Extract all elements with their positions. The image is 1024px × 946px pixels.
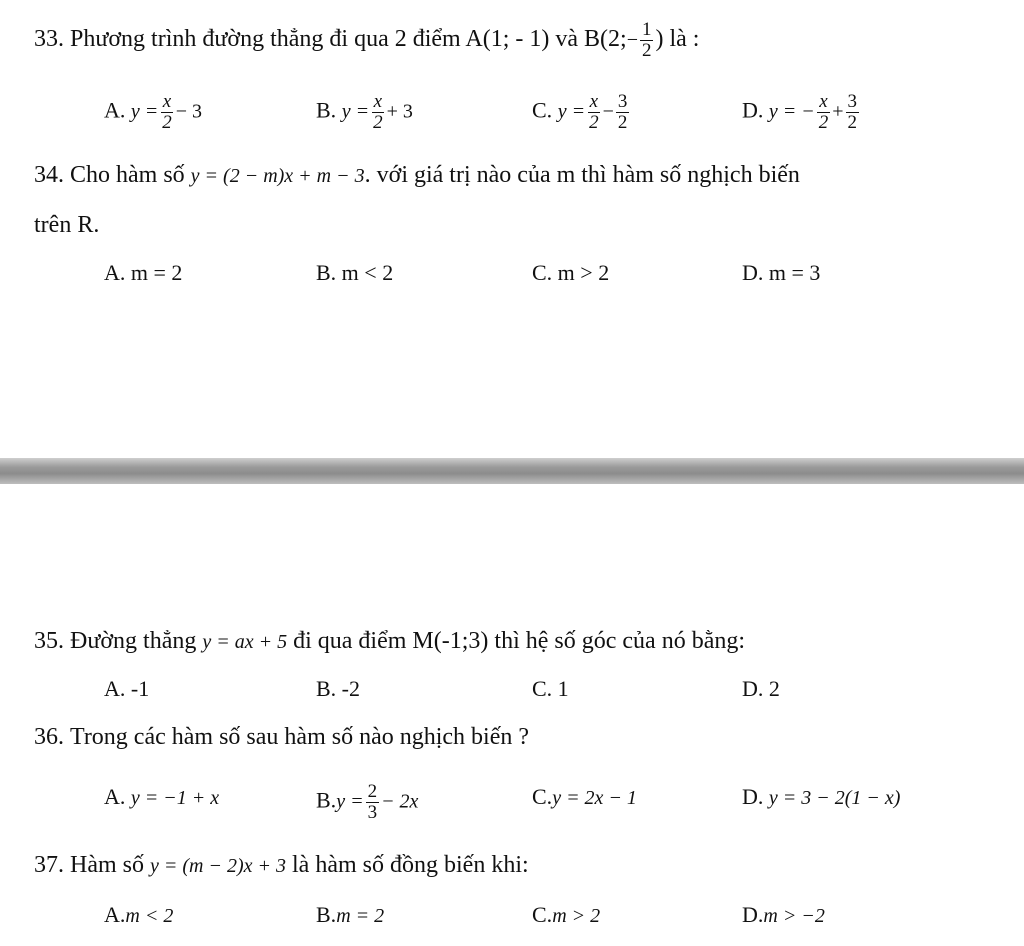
question-34-stem xyxy=(34,160,800,191)
question-34-number: 34. xyxy=(34,162,64,188)
option-label: A. xyxy=(104,784,126,809)
q35-option-b[interactable]: B. -2 xyxy=(316,676,360,701)
fraction-numerator: x xyxy=(162,91,172,112)
option-fraction xyxy=(817,92,831,133)
option-math: m < 2 xyxy=(125,905,174,927)
question-33-fraction xyxy=(640,20,654,61)
document-page-bottom xyxy=(0,484,1024,946)
document-page-top xyxy=(0,0,1024,458)
question-35-number: 35. xyxy=(34,628,64,654)
option-math: m = 2 xyxy=(336,905,385,927)
q34-option-c[interactable]: C. m > 2 xyxy=(532,260,610,285)
question-34-stem-line2: trên R. xyxy=(34,212,100,238)
option-math-tail: − 2x xyxy=(381,790,419,813)
q36-option-c[interactable] xyxy=(532,782,637,813)
q33-option-d[interactable] xyxy=(742,92,861,133)
option-math-tail: − 3 xyxy=(175,100,203,123)
question-37-stem xyxy=(34,850,529,881)
fraction-denominator: 2 xyxy=(589,112,599,133)
option-fraction xyxy=(371,92,385,133)
q37-option-d[interactable] xyxy=(742,900,825,931)
fraction-denominator: 2 xyxy=(818,112,829,133)
option-label: C. xyxy=(532,97,553,123)
option-math: y = xyxy=(336,790,364,813)
option-label: B. xyxy=(316,97,337,123)
option-math: y = 3 − 2(1 − x) xyxy=(768,787,901,809)
option-label: D. xyxy=(742,784,764,809)
option-fraction xyxy=(587,92,601,133)
fraction-denominator: 3 xyxy=(367,802,378,823)
question-33-number: 33. xyxy=(34,26,64,53)
q33-option-b[interactable] xyxy=(316,92,413,133)
option-math: y = − xyxy=(768,100,815,123)
question-34-text: Cho hàm số xyxy=(70,162,185,188)
q34-option-a[interactable]: A. m = 2 xyxy=(104,260,183,285)
q36-option-a[interactable] xyxy=(104,782,219,813)
fraction-denominator: 2 xyxy=(641,40,652,61)
option-math-tail: + 3 xyxy=(386,100,413,123)
option-math: y = −1 + x xyxy=(130,787,220,809)
q35-option-c[interactable]: C. 1 xyxy=(532,676,569,701)
question-36-text: Trong các hàm số sau hàm số nào nghịch biến ? xyxy=(70,724,530,750)
option-math: m > −2 xyxy=(763,905,825,927)
q34-option-d[interactable]: D. m = 3 xyxy=(742,260,821,285)
option-math: y = xyxy=(130,100,159,123)
question-35-text-end: đi qua điểm M(-1;3) thì hệ số góc của nó bằng: xyxy=(293,628,746,654)
option-fraction-2 xyxy=(846,92,860,133)
fraction-numerator: 2 xyxy=(367,781,378,802)
question-33-minus: − xyxy=(626,29,638,52)
fraction-numerator: 3 xyxy=(847,91,858,112)
option-label: B. xyxy=(316,902,337,927)
option-label: A. xyxy=(104,902,126,927)
question-33-stem xyxy=(34,20,699,61)
page-separator xyxy=(0,458,1024,484)
question-37-number: 37. xyxy=(34,852,64,878)
question-35-text: Đường thẳng xyxy=(70,628,197,654)
fraction-numerator: x xyxy=(819,91,828,112)
option-label: D. xyxy=(742,902,764,927)
fraction-numerator: x xyxy=(589,91,599,112)
option-math: m > 2 xyxy=(552,905,601,927)
q35-option-a[interactable]: A. -1 xyxy=(104,676,150,701)
option-fraction-2 xyxy=(616,92,630,133)
q36-option-b[interactable] xyxy=(316,782,418,823)
option-math-operator: + xyxy=(832,100,844,123)
question-37-text: Hàm số xyxy=(70,852,144,878)
fraction-denominator: 2 xyxy=(617,112,628,133)
option-label: B. xyxy=(316,787,337,813)
option-label: D. xyxy=(742,97,764,123)
option-label: A. xyxy=(104,97,126,123)
q36-option-d[interactable] xyxy=(742,782,900,813)
option-label: C. xyxy=(532,784,553,809)
fraction-numerator: 1 xyxy=(641,19,652,40)
option-math: y = xyxy=(557,100,586,123)
question-33-text: Phương trình đường thẳng đi qua 2 điểm A(1; - 1) và B(2; xyxy=(70,26,627,53)
question-35-formula: y = ax + 5 xyxy=(202,631,288,653)
fraction-denominator: 2 xyxy=(847,112,858,133)
q33-option-c[interactable] xyxy=(532,92,631,133)
question-33-text-end: ) là : xyxy=(655,26,700,53)
question-36-number: 36. xyxy=(34,724,64,750)
question-36-stem xyxy=(34,722,529,752)
option-math: y = xyxy=(341,100,370,123)
option-fraction xyxy=(366,782,380,823)
option-math-operator: − xyxy=(602,100,614,123)
q35-option-d[interactable]: D. 2 xyxy=(742,676,780,701)
question-34-formula: y = (2 − m)x + m − 3 xyxy=(190,165,365,187)
option-fraction xyxy=(160,92,174,133)
question-37-text-end: là hàm số đồng biến khi: xyxy=(292,852,529,878)
fraction-numerator: 3 xyxy=(617,91,628,112)
q33-option-a[interactable] xyxy=(104,92,202,133)
question-35-stem xyxy=(34,626,745,657)
fraction-numerator: x xyxy=(373,91,383,112)
q37-option-a[interactable] xyxy=(104,900,173,931)
option-math: y = 2x − 1 xyxy=(552,787,637,809)
fraction-denominator: 2 xyxy=(373,112,383,133)
fraction-denominator: 2 xyxy=(162,112,172,133)
question-37-formula: y = (m − 2)x + 3 xyxy=(150,855,287,877)
q34-option-b[interactable]: B. m < 2 xyxy=(316,260,394,285)
q37-option-c[interactable] xyxy=(532,900,600,931)
option-label: C. xyxy=(532,902,553,927)
q37-option-b[interactable] xyxy=(316,900,384,931)
question-34-text-end: . với giá trị nào của m thì hàm số nghịch biến xyxy=(364,162,800,188)
